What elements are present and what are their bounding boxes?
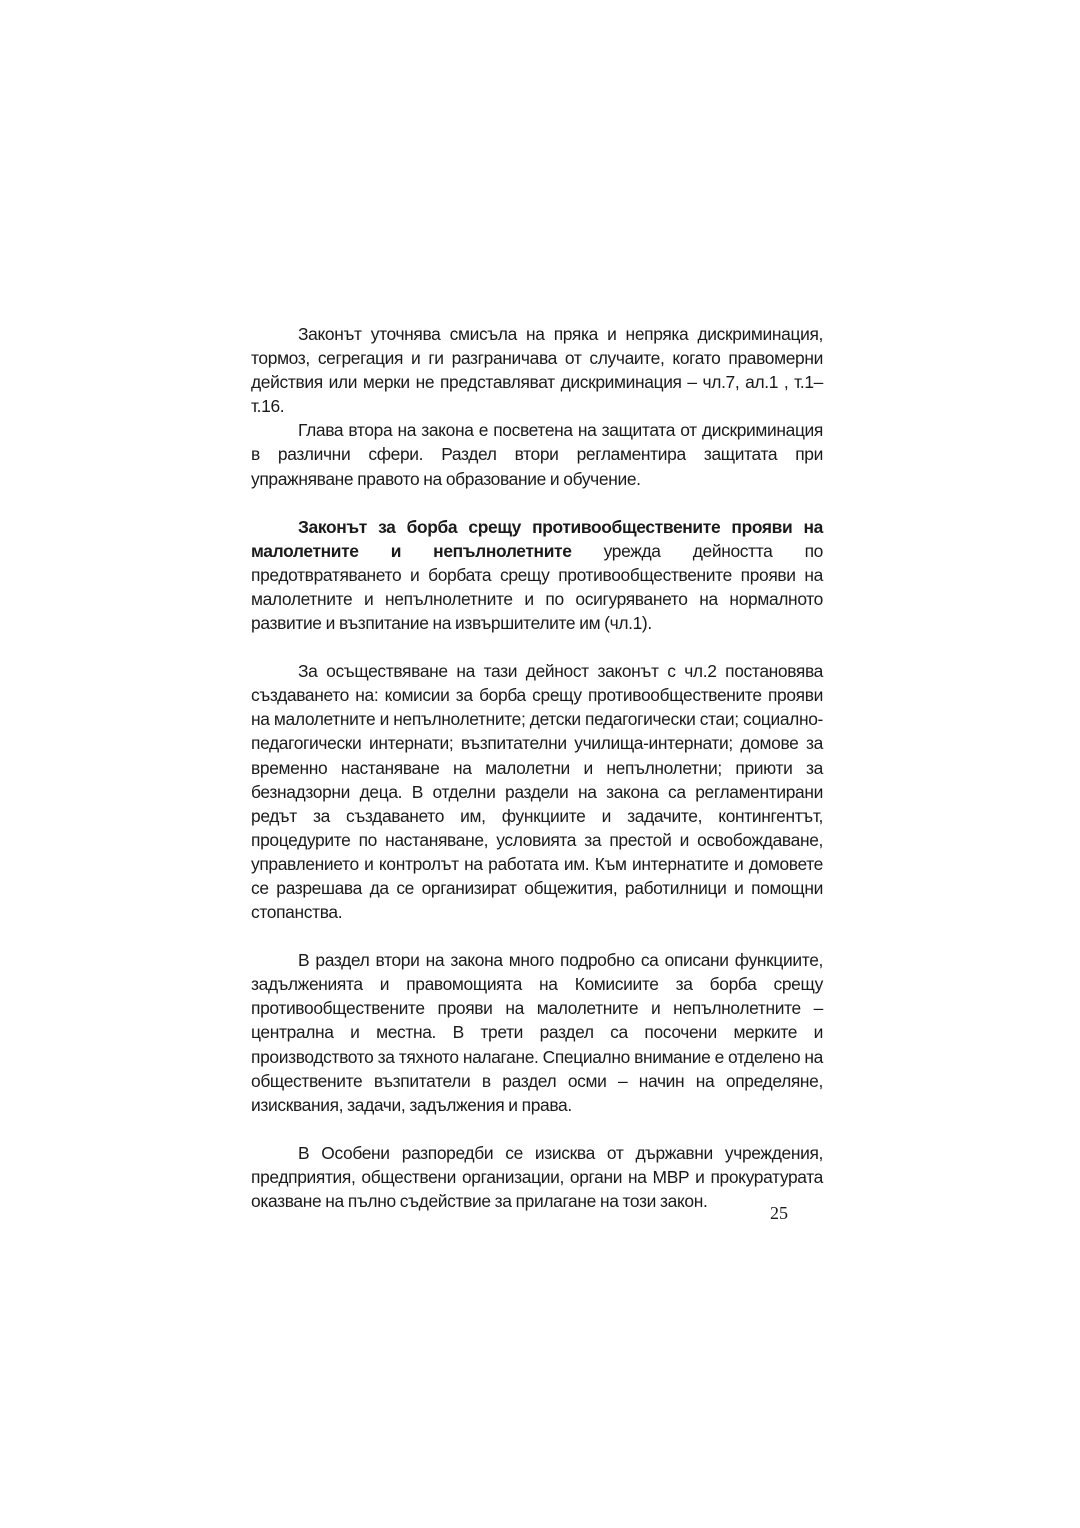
paragraph-discrimination-definitions: Законът уточнява смисъла на пряка и непряка дискриминация, тормоз, сегрегация и ги разграничава от случаите, когато правомерни действия или мерки не представляват дискриминация – чл.7, ал.1 , т.1– т.16. [251,324,823,417]
paragraph-gap [251,635,823,659]
paragraph-institutions: За осъществяване на тази дейност законът с чл.2 постановява създаването на: комисии за борба срещу противообществените прояви на малолетните и непълнолетните; детски педагогически стаи; социално-педагогически интернати; възпитателни училища-интернати; домове за временно настаняване на малолетни и непълнолетни; приюти за безнадзорни деца. В отделни раздели на закона са регламентирани редът за създаването им, функциите и задачите, контингентът, процедурите по настаняване, условията за престой и освобождаване, управлението и контролът на работата им. Към интернатите и домовете се разрешава да се организират общежития, работилници и помощни стопанства. [251,661,823,923]
paragraph-gap [251,491,823,515]
paragraph-gap [251,924,823,948]
law-description: урежда дейността по предотвратяването и борбата срещу противообществените прояви на малолетните и непълнолетните и по осигуряването на нормалното развитие и възпитание на извършителите им (чл.1). [251,540,823,634]
paragraph-gap [251,1117,823,1141]
page-number: 25 [770,1203,788,1223]
body-text [251,322,823,1213]
paragraph-chapter-two: Глава втора на закона е посветена на защитата от дискриминация в различни сфери. Раздел втори регламентира защитата при упражняване правото на образование и обучение. [251,420,823,489]
paragraph-special-provisions: В Особени разпоредби се изисква от държавни учреждения, предприятия, обществени организации, органи на МВР и прокуратурата оказване на пълно съдействие за прилагане на този закон. [251,1142,823,1211]
paragraph-juvenile-law [251,515,823,635]
law-title: Законът за борба срещу противообществените прояви на малолетните и непълнолетните [251,516,823,561]
paragraph-section-two: В раздел втори на закона много подробно са описани функциите, задълженията и правомощията на Комисиите за борба срещу противообществените прояви на малолетните и непълнолетните – централна и местна. В трети раздел са посочени мерките и производството за тяхното налагане. Специално внимание е отделено на обществените възпитатели в раздел осми – начин на определяне, изисквания, задачи, задължения и права. [251,950,823,1115]
